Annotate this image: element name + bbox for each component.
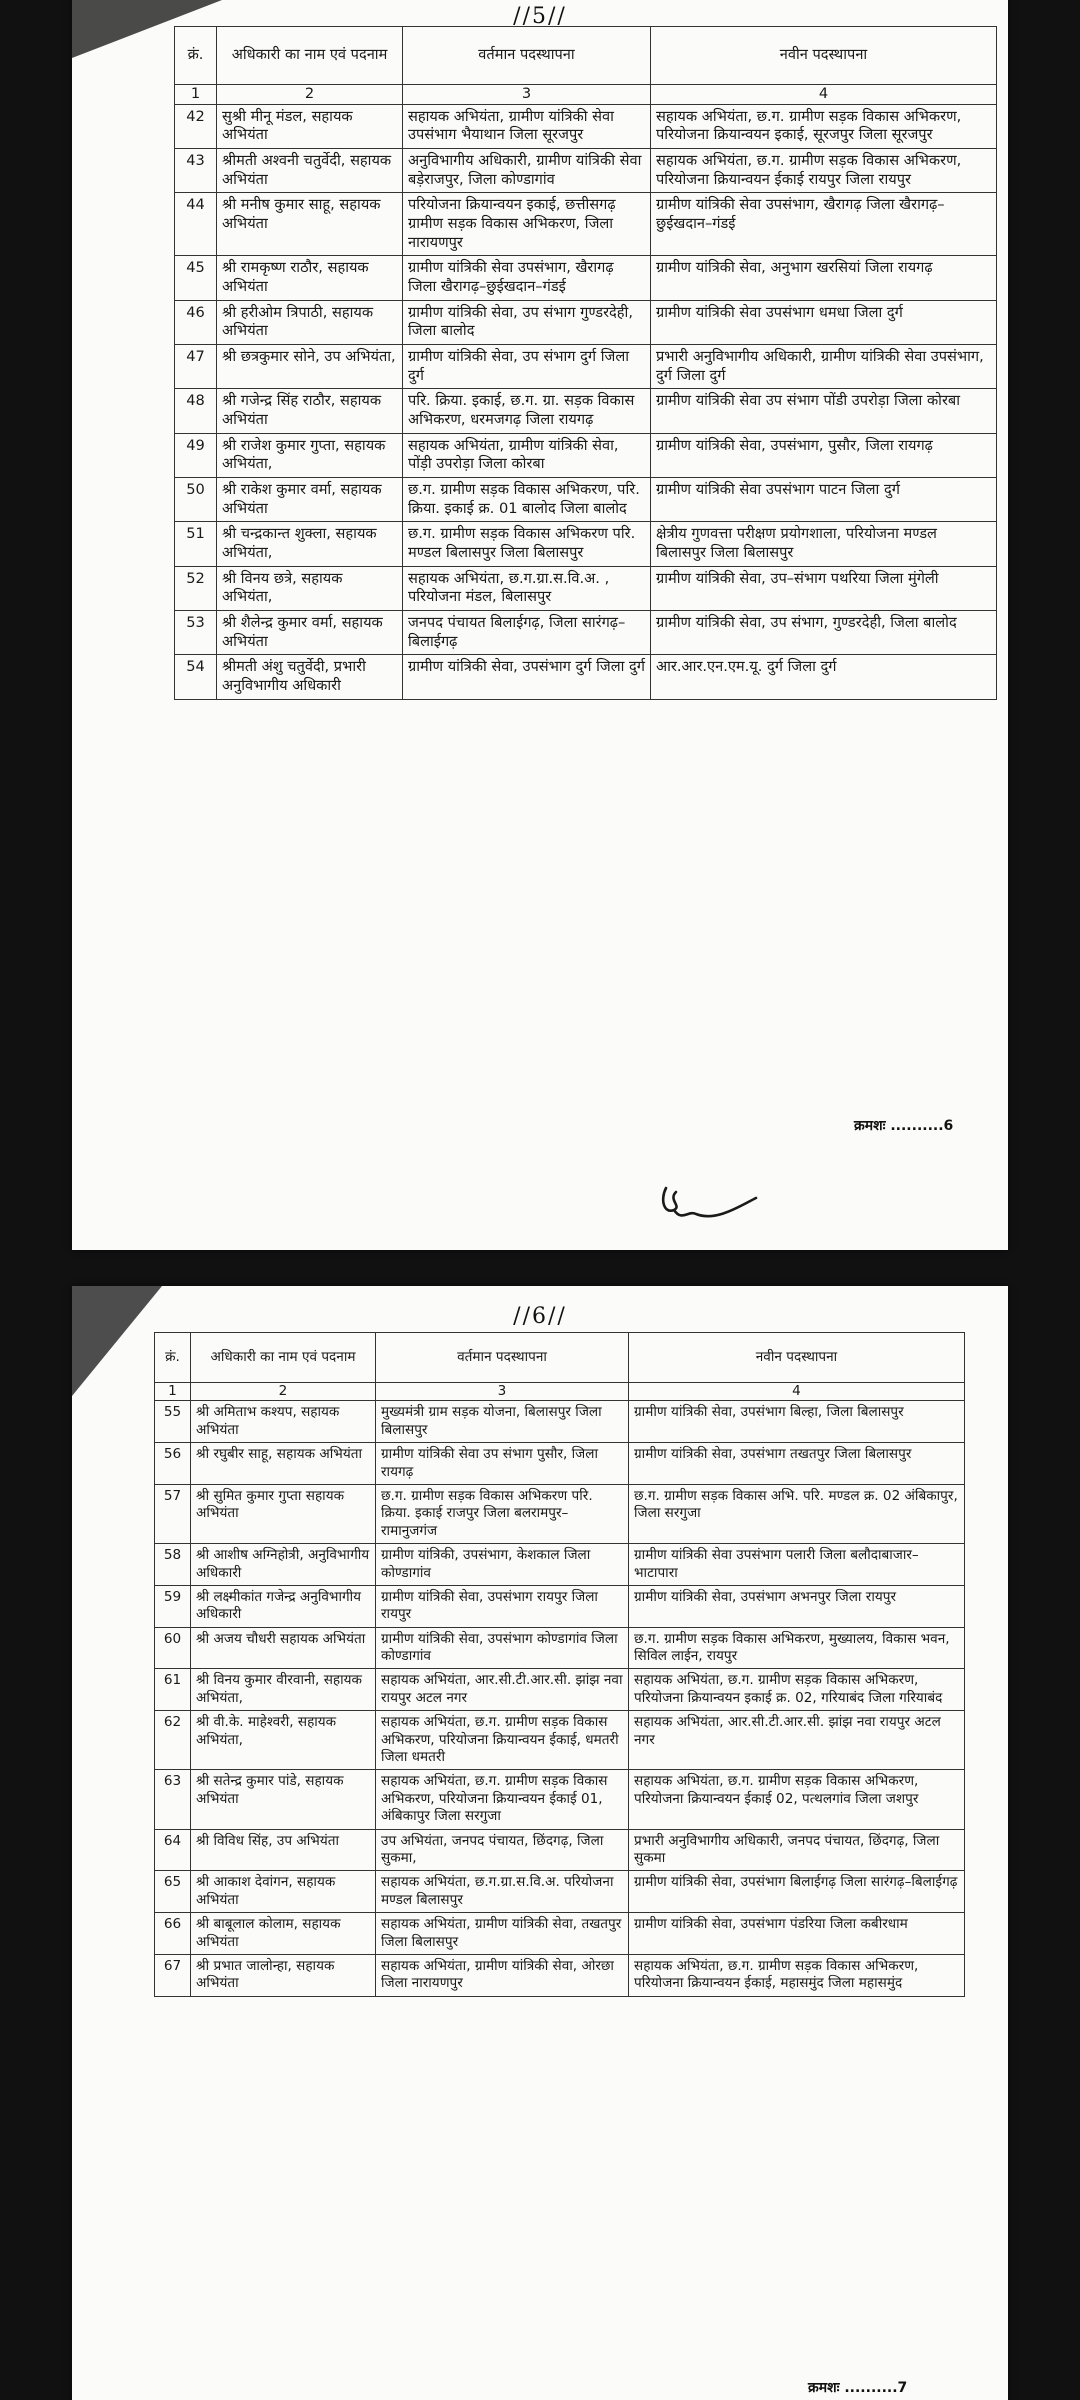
table-row <box>155 1913 965 1955</box>
officer-name-cell: श्री लक्ष्मीकांत गजेन्द्र अनुविभागीय अधिकारी <box>191 1585 376 1627</box>
table-row <box>155 1443 965 1485</box>
serial-number-cell: 56 <box>155 1443 191 1485</box>
serial-number-cell: 59 <box>155 1585 191 1627</box>
table-row <box>155 1669 965 1711</box>
officer-name-cell: श्री छत्रकुमार सोने, उप अभियंता, <box>217 345 403 389</box>
new-posting-cell: ग्रामीण यांत्रिकी सेवा, उपसंभाग तखतपुर जिला बिलासपुर <box>629 1443 965 1485</box>
serial-number-cell: 54 <box>175 655 217 699</box>
table-row <box>155 1544 965 1586</box>
table-row <box>175 193 997 256</box>
current-posting-cell: सहायक अभियंता, ग्रामीण यांत्रिकी सेवा, पोंड़ी उपरोड़ा जिला कोरबा <box>403 433 651 477</box>
new-posting-cell: ग्रामीण यांत्रिकी सेवा, उपसंभाग, पुसौर, जिला रायगढ़ <box>651 433 997 477</box>
new-posting-cell: सहायक अभियंता, आर.सी.टी.आर.सी. झांझ नवा रायपुर अटल नगर <box>629 1711 965 1770</box>
officer-name-cell: श्री विविध सिंह, उप अभियंता <box>191 1829 376 1871</box>
officer-name-cell: श्री गजेन्द्र सिंह राठौर, सहायक अभियंता <box>217 389 403 433</box>
officer-name-cell: श्री रामकृष्ण राठौर, सहायक अभियंता <box>217 256 403 300</box>
new-posting-cell: ग्रामीण यांत्रिकी सेवा उप संभाग पोंडी उपरोड़ा जिला कोरबा <box>651 389 997 433</box>
serial-number-cell: 45 <box>175 256 217 300</box>
new-posting-cell: ग्रामीण यांत्रिकी सेवा उपसंभाग धमधा जिला दुर्ग <box>651 300 997 344</box>
column-number: 2 <box>217 85 403 105</box>
new-posting-cell: प्रभारी अनुविभागीय अधिकारी, जनपद पंचायत, छिंदगढ़, जिला सुकमा <box>629 1829 965 1871</box>
officer-name-cell: श्रीमती अंशु चतुर्वेदी, प्रभारी अनुविभागीय अधिकारी <box>217 655 403 699</box>
new-posting-cell: ग्रामीण यांत्रिकी सेवा उपसंभाग पलारी जिला बलौदाबाजार–भाटापारा <box>629 1544 965 1586</box>
current-posting-cell: सहायक अभियंता, छ.ग.ग्रा.स.वि.अ. , परियोजना मंडल, बिलासपुर <box>403 566 651 610</box>
new-posting-cell: ग्रामीण यांत्रिकी सेवा, उपसंभाग पंडरिया जिला कबीरधाम <box>629 1913 965 1955</box>
column-number: 2 <box>191 1383 376 1401</box>
new-posting-cell: सहायक अभियंता, छ.ग. ग्रामीण सड़क विकास अभिकरण, परियोजना क्रियान्वयन इकाई क्र. 02, गरियाबंद जिला गरियाबंद <box>629 1669 965 1711</box>
table-row <box>175 433 997 477</box>
header-serial: क्रं. <box>175 27 217 85</box>
new-posting-cell: ग्रामीण यांत्रिकी सेवा उपसंभाग पाटन जिला दुर्ग <box>651 478 997 522</box>
column-number-row <box>175 85 997 105</box>
new-posting-cell: आर.आर.एन.एम.यू. दुर्ग जिला दुर्ग <box>651 655 997 699</box>
current-posting-cell: ग्रामीण यांत्रिकी, उपसंभाग, केशकाल जिला कोण्डागांव <box>376 1544 629 1586</box>
officer-name-cell: श्री विनय छत्रे, सहायक अभियंता, <box>217 566 403 610</box>
serial-number-cell: 49 <box>175 433 217 477</box>
new-posting-cell: छ.ग. ग्रामीण सड़क विकास अभिकरण, मुख्यालय, विकास भवन, सिविल लाईन, रायपुर <box>629 1627 965 1669</box>
table-row <box>155 1770 965 1829</box>
continue-label: क्रमशः ..........6 <box>854 1118 954 1134</box>
column-number: 1 <box>175 85 217 105</box>
page-number: //5// <box>513 4 567 29</box>
table-row <box>155 1627 965 1669</box>
header-current-posting: वर्तमान पदस्थापना <box>376 1333 629 1383</box>
serial-number-cell: 66 <box>155 1913 191 1955</box>
current-posting-cell: ग्रामीण यांत्रिकी सेवा उप संभाग पुसौर, जिला रायगढ़ <box>376 1443 629 1485</box>
current-posting-cell: सहायक अभियंता, ग्रामीण यांत्रिकी सेवा, तखतपुर जिला बिलासपुर <box>376 1913 629 1955</box>
officer-name-cell: श्रीमती अश्वनी चतुर्वेदी, सहायक अभियंता <box>217 149 403 193</box>
header-current-posting: वर्तमान पदस्थापना <box>403 27 651 85</box>
new-posting-cell: ग्रामीण यांत्रिकी सेवा, उपसंभाग बिलाईगढ़ जिला सारंगढ़–बिलाईगढ़ <box>629 1871 965 1913</box>
officer-name-cell: श्री सतेन्द्र कुमार पांडे, सहायक अभियंता <box>191 1770 376 1829</box>
officer-name-cell: श्री वी.के. माहेश्वरी, सहायक अभियंता, <box>191 1711 376 1770</box>
current-posting-cell: ग्रामीण यांत्रिकी सेवा, उपसंभाग कोण्डागांव जिला कोण्डागांव <box>376 1627 629 1669</box>
new-posting-cell: सहायक अभियंता, छ.ग. ग्रामीण सड़क विकास अभिकरण, परियोजना क्रियान्वयन इकाई, सूरजपुर जिला सूरजपुर <box>651 104 997 148</box>
serial-number-cell: 64 <box>155 1829 191 1871</box>
table-row <box>155 1829 965 1871</box>
header-serial: क्रं. <box>155 1333 191 1383</box>
serial-number-cell: 48 <box>175 389 217 433</box>
table-row <box>175 566 997 610</box>
serial-number-cell: 52 <box>175 566 217 610</box>
column-number: 3 <box>376 1383 629 1401</box>
new-posting-cell: छ.ग. ग्रामीण सड़क विकास अभि. परि. मण्डल क्र. 02 अंबिकापुर, जिला सरगुजा <box>629 1484 965 1543</box>
serial-number-cell: 57 <box>155 1484 191 1543</box>
current-posting-cell: परि. क्रिया. इकाई, छ.ग. ग्रा. सड़क विकास अभिकरण, धरमजगढ़ जिला रायगढ़ <box>403 389 651 433</box>
table-row <box>175 256 997 300</box>
officer-name-cell: श्री बाबूलाल कोलाम, सहायक अभियंता <box>191 1913 376 1955</box>
new-posting-cell: सहायक अभियंता, छ.ग. ग्रामीण सड़क विकास अभिकरण, परियोजना क्रियान्वयन ईकाई 02, पत्थलगांव जिला जशपुर <box>629 1770 965 1829</box>
officer-name-cell: श्री आकाश देवांगन, सहायक अभियंता <box>191 1871 376 1913</box>
current-posting-cell: छ.ग. ग्रामीण सड़क विकास अभिकरण परि. मण्डल बिलासपुर जिला बिलासपुर <box>403 522 651 566</box>
serial-number-cell: 51 <box>175 522 217 566</box>
serial-number-cell: 50 <box>175 478 217 522</box>
current-posting-cell: मुख्यमंत्री ग्राम सड़क योजना, बिलासपुर जिला बिलासपुर <box>376 1401 629 1443</box>
officer-name-cell: श्री आशीष अग्निहोत्री, अनुविभागीय अधिकारी <box>191 1544 376 1586</box>
officer-name-cell: श्री विनय कुमार वीरवानी, सहायक अभियंता, <box>191 1669 376 1711</box>
current-posting-cell: सहायक अभियंता, आर.सी.टी.आर.सी. झांझ नवा रायपुर अटल नगर <box>376 1669 629 1711</box>
current-posting-cell: अनुविभागीय अधिकारी, ग्रामीण यांत्रिकी सेवा बड़ेराजपुर, जिला कोण्डागांव <box>403 149 651 193</box>
table-header-row <box>175 27 997 85</box>
header-officer: अधिकारी का नाम एवं पदनाम <box>217 27 403 85</box>
officer-name-cell: श्री शैलेन्द्र कुमार वर्मा, सहायक अभियंता <box>217 611 403 655</box>
column-number: 4 <box>651 85 997 105</box>
current-posting-cell: जनपद पंचायत बिलाईगढ़, जिला सारंगढ़–बिलाईगढ़ <box>403 611 651 655</box>
current-posting-cell: ग्रामीण यांत्रिकी सेवा, उप संभाग गुण्डरदेही, जिला बालोद <box>403 300 651 344</box>
current-posting-cell: छ.ग. ग्रामीण सड़क विकास अभिकरण, परि. क्रिया. इकाई क्र. 01 बालोद जिला बालोद <box>403 478 651 522</box>
serial-number-cell: 63 <box>155 1770 191 1829</box>
current-posting-cell: ग्रामीण यांत्रिकी सेवा, उप संभाग दुर्ग जिला दुर्ग <box>403 345 651 389</box>
column-number: 1 <box>155 1383 191 1401</box>
table-row <box>175 522 997 566</box>
table-row <box>175 104 997 148</box>
table-row <box>175 389 997 433</box>
current-posting-cell: ग्रामीण यांत्रिकी सेवा उपसंभाग, खैरागढ़ जिला खैरागढ़–छुईखदान–गंडई <box>403 256 651 300</box>
new-posting-cell: क्षेत्रीय गुणवत्ता परीक्षण प्रयोगशाला, परियोजना मण्डल बिलासपुर जिला बिलासपुर <box>651 522 997 566</box>
officer-name-cell: श्री राकेश कुमार वर्मा, सहायक अभियंता <box>217 478 403 522</box>
current-posting-cell: सहायक अभियंता, छ.ग.ग्रा.स.वि.अ. परियोजना मण्डल बिलासपुर <box>376 1871 629 1913</box>
officer-name-cell: श्री मनीष कुमार साहू, सहायक अभियंता <box>217 193 403 256</box>
current-posting-cell: उप अभियंता, जनपद पंचायत, छिंदगढ़, जिला सुकमा, <box>376 1829 629 1871</box>
new-posting-cell: ग्रामीण यांत्रिकी सेवा उपसंभाग, खैरागढ़ जिला खैरागढ़–छुईखदान–गंडई <box>651 193 997 256</box>
new-posting-cell: सहायक अभियंता, छ.ग. ग्रामीण सड़क विकास अभिकरण, परियोजना क्रियान्वयन ईकाई, महासमुंद जिला महासमुंद <box>629 1954 965 1996</box>
table-row <box>155 1484 965 1543</box>
header-new-posting: नवीन पदस्थापना <box>629 1333 965 1383</box>
table-row <box>155 1954 965 1996</box>
officer-name-cell: श्री हरीओम त्रिपाठी, सहायक अभियंता <box>217 300 403 344</box>
new-posting-cell: ग्रामीण यांत्रिकी सेवा, उपसंभाग अभनपुर जिला रायपुर <box>629 1585 965 1627</box>
header-new-posting: नवीन पदस्थापना <box>651 27 997 85</box>
signature-graphic <box>652 1170 762 1240</box>
officer-name-cell: श्री सुमित कुमार गुप्ता सहायक अभियंता <box>191 1484 376 1543</box>
continue-label: क्रमशः ..........7 <box>808 2380 908 2396</box>
header-officer: अधिकारी का नाम एवं पदनाम <box>191 1333 376 1383</box>
document-page-5 <box>72 0 1008 1250</box>
new-posting-cell: सहायक अभियंता, छ.ग. ग्रामीण सड़क विकास अभिकरण, परियोजना क्रियान्वयन ईकाई रायपुर जिला रायपुर <box>651 149 997 193</box>
table-row <box>175 478 997 522</box>
current-posting-cell: सहायक अभियंता, ग्रामीण यांत्रिकी सेवा उपसंभाग भैयाथान जिला सूरजपुर <box>403 104 651 148</box>
table-body <box>175 104 997 699</box>
officer-name-cell: सुश्री मीनू मंडल, सहायक अभियंता <box>217 104 403 148</box>
serial-number-cell: 60 <box>155 1627 191 1669</box>
officer-name-cell: श्री राजेश कुमार गुप्ता, सहायक अभियंता, <box>217 433 403 477</box>
current-posting-cell: छ.ग. ग्रामीण सड़क विकास अभिकरण परि. क्रिया. इकाई राजपुर जिला बलरामपुर–रामानुजगंज <box>376 1484 629 1543</box>
current-posting-cell: सहायक अभियंता, छ.ग. ग्रामीण सड़क विकास अभिकरण, परियोजना क्रियान्वयन ईकाई 01, अंबिकापुर जिला सरगुजा <box>376 1770 629 1829</box>
table-row <box>155 1871 965 1913</box>
serial-number-cell: 62 <box>155 1711 191 1770</box>
serial-number-cell: 42 <box>175 104 217 148</box>
current-posting-cell: ग्रामीण यांत्रिकी सेवा, उपसंभाग दुर्ग जिला दुर्ग <box>403 655 651 699</box>
column-number-row <box>155 1383 965 1401</box>
officer-name-cell: श्री अजय चौधरी सहायक अभियंता <box>191 1627 376 1669</box>
table-row <box>175 611 997 655</box>
serial-number-cell: 67 <box>155 1954 191 1996</box>
transfer-table <box>174 26 997 700</box>
table-row <box>175 655 997 699</box>
new-posting-cell: ग्रामीण यांत्रिकी सेवा, अनुभाग खरसियां जिला रायगढ़ <box>651 256 997 300</box>
transfer-table <box>154 1332 965 1997</box>
serial-number-cell: 44 <box>175 193 217 256</box>
officer-name-cell: श्री प्रभात जालोन्हा, सहायक अभियंता <box>191 1954 376 1996</box>
current-posting-cell: सहायक अभियंता, ग्रामीण यांत्रिकी सेवा, ओरछा जिला नारायणपुर <box>376 1954 629 1996</box>
table-row <box>155 1585 965 1627</box>
current-posting-cell: ग्रामीण यांत्रिकी सेवा, उपसंभाग रायपुर जिला रायपुर <box>376 1585 629 1627</box>
current-posting-cell: सहायक अभियंता, छ.ग. ग्रामीण सड़क विकास अभिकरण, परियोजना क्रियान्वयन ईकाई, धमतरी जिला धमतरी <box>376 1711 629 1770</box>
table-header-row <box>155 1333 965 1383</box>
new-posting-cell: प्रभारी अनुविभागीय अधिकारी, ग्रामीण यांत्रिकी सेवा उपसंभाग, दुर्ग जिला दुर्ग <box>651 345 997 389</box>
document-page-6 <box>72 1286 1008 2400</box>
table-row <box>175 345 997 389</box>
serial-number-cell: 46 <box>175 300 217 344</box>
serial-number-cell: 47 <box>175 345 217 389</box>
serial-number-cell: 55 <box>155 1401 191 1443</box>
serial-number-cell: 61 <box>155 1669 191 1711</box>
serial-number-cell: 58 <box>155 1544 191 1586</box>
officer-name-cell: श्री रघुबीर साहू, सहायक अभियंता <box>191 1443 376 1485</box>
officer-name-cell: श्री चन्द्रकान्त शुक्ला, सहायक अभियंता, <box>217 522 403 566</box>
new-posting-cell: ग्रामीण यांत्रिकी सेवा, उप–संभाग पथरिया जिला मुंगेली <box>651 566 997 610</box>
officer-name-cell: श्री अमिताभ कश्यप, सहायक अभियंता <box>191 1401 376 1443</box>
column-number: 3 <box>403 85 651 105</box>
table-row <box>175 300 997 344</box>
table-row <box>155 1401 965 1443</box>
page-number: //6// <box>513 1304 567 1329</box>
serial-number-cell: 53 <box>175 611 217 655</box>
column-number: 4 <box>629 1383 965 1401</box>
table-row <box>155 1711 965 1770</box>
new-posting-cell: ग्रामीण यांत्रिकी सेवा, उपसंभाग बिल्हा, जिला बिलासपुर <box>629 1401 965 1443</box>
table-body <box>155 1401 965 1996</box>
serial-number-cell: 65 <box>155 1871 191 1913</box>
table-row <box>175 149 997 193</box>
current-posting-cell: परियोजना क्रियान्वयन इकाई, छत्तीसगढ़ ग्रामीण सड़क विकास अभिकरण, जिला नारायणपुर <box>403 193 651 256</box>
new-posting-cell: ग्रामीण यांत्रिकी सेवा, उप संभाग, गुण्डरदेही, जिला बालोद <box>651 611 997 655</box>
serial-number-cell: 43 <box>175 149 217 193</box>
